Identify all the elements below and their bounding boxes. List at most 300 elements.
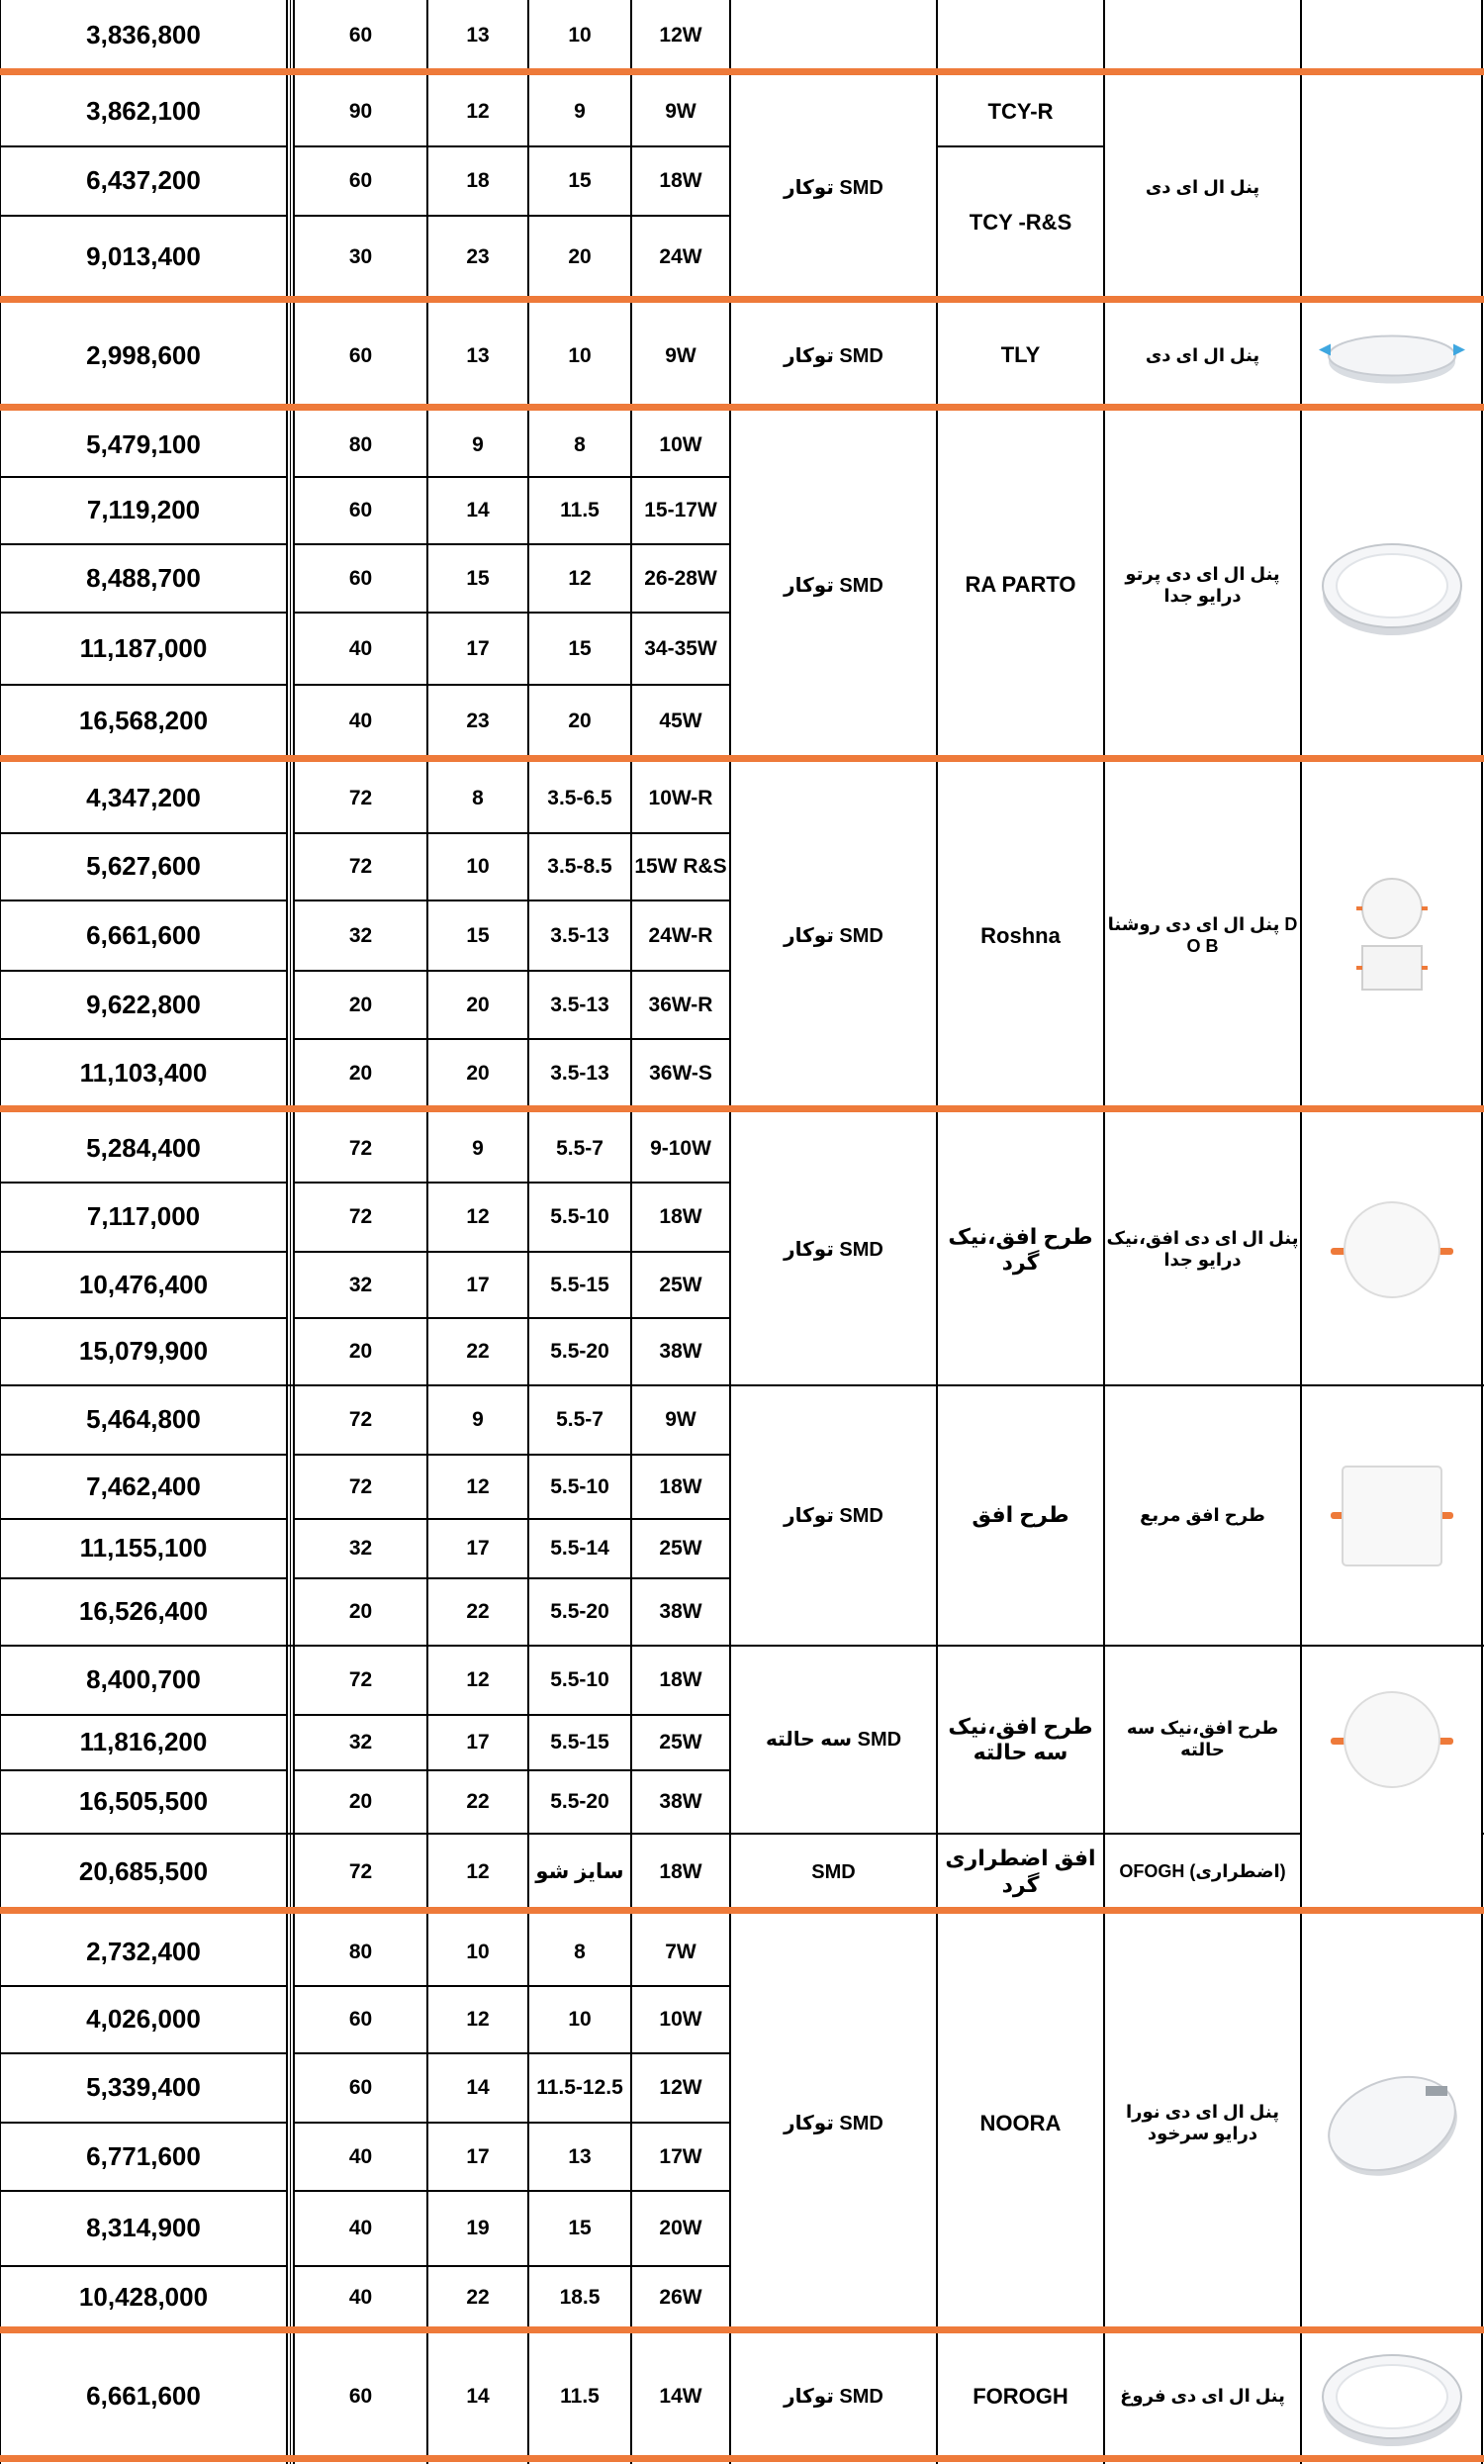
grid-line	[427, 145, 528, 147]
grid-line	[528, 1577, 631, 1579]
cut-size-cell: 12	[466, 1668, 490, 1692]
grid-line	[294, 832, 427, 834]
price-cell: 5,284,400	[86, 1132, 201, 1163]
price-cell: 6,661,600	[86, 919, 201, 950]
wattage-cell: 18W	[659, 1474, 702, 1498]
grid-line	[528, 2265, 631, 2267]
pack-qty-cell: 32	[348, 1273, 373, 1296]
pack-qty-cell: 60	[348, 343, 373, 367]
model-cell: TLY	[1000, 342, 1041, 368]
product-name-cell: پنل ال ای دی افق،نیک درایو جدا	[1106, 1228, 1299, 1270]
group-separator	[0, 1907, 1484, 1914]
grid-line	[528, 476, 631, 478]
price-cell: 5,464,800	[86, 1404, 201, 1435]
pack-qty-cell: 32	[348, 1731, 373, 1754]
grid-line	[427, 1769, 528, 1771]
pack-qty-cell: 72	[348, 1474, 373, 1498]
height-cell: 11.5	[560, 2385, 600, 2409]
pack-qty-cell: 40	[348, 2144, 373, 2168]
pack-qty-cell: 80	[348, 1940, 373, 1963]
price-cell: 16,568,200	[78, 706, 209, 736]
cut-size-cell: 14	[466, 2076, 490, 2100]
price-cell: 3,862,100	[86, 96, 201, 127]
cut-size-cell: 17	[466, 636, 490, 660]
grid-line	[427, 1985, 528, 1987]
price-cell: 16,526,400	[78, 1596, 209, 1627]
grid-line	[294, 1769, 427, 1771]
grid-line	[294, 1577, 427, 1579]
group-separator	[0, 404, 1484, 411]
grid-line	[294, 2052, 427, 2054]
grid-line	[427, 1714, 528, 1716]
cut-size-cell: 17	[466, 1731, 490, 1754]
product-name-cell: پنل ال ای دی فروغ	[1120, 2386, 1285, 2407]
grid-line	[631, 684, 730, 686]
height-cell: 15	[568, 169, 592, 193]
model-cell: Roshna	[980, 922, 1061, 948]
grid-line	[426, 0, 428, 2464]
cut-size-cell: 13	[466, 343, 490, 367]
product-image	[1313, 2049, 1471, 2198]
grid-line	[294, 970, 427, 972]
height-cell: 11.5-12.5	[536, 2076, 623, 2100]
grid-line	[0, 1454, 287, 1456]
product-name-cell: پنل ال ای دی نورا درایو سرخود	[1126, 2102, 1279, 2143]
height-cell: 5.5-7	[556, 1136, 603, 1160]
pack-qty-cell: 72	[348, 1668, 373, 1692]
grid-line	[294, 145, 427, 147]
product-image	[1313, 2340, 1471, 2453]
grid-line	[0, 145, 287, 147]
grid-line	[427, 1454, 528, 1456]
grid-line	[528, 2052, 631, 2054]
product-name-cell: طرح افق،نیک سه حالته	[1126, 1718, 1279, 1759]
group-separator	[0, 68, 1484, 75]
pack-qty-cell: 32	[348, 1537, 373, 1561]
grid-line	[631, 1714, 730, 1716]
height-cell: 5.5-7	[556, 1408, 603, 1432]
grid-line	[0, 684, 287, 686]
mount-type-cell: توکار SMD	[784, 925, 883, 947]
product-name-cell: طرح افق مربع	[1140, 1504, 1265, 1525]
price-cell: 7,117,000	[86, 1201, 201, 1232]
height-cell: 5.5-15	[550, 1273, 609, 1296]
price-cell: 16,505,500	[78, 1786, 209, 1817]
cut-size-cell: 8	[472, 787, 484, 810]
grid-line	[528, 1317, 631, 1319]
price-cell: 10,428,000	[78, 2282, 209, 2313]
cut-size-cell: 12	[466, 1474, 490, 1498]
grid-line	[294, 543, 427, 545]
grid-line	[0, 1182, 287, 1184]
wattage-cell: 38W	[659, 1340, 702, 1364]
wattage-cell: 36W-S	[649, 1062, 712, 1086]
price-cell: 9,622,800	[86, 989, 201, 1019]
price-cell: 7,462,400	[86, 1470, 201, 1501]
grid-line	[0, 1251, 287, 1253]
grid-line	[0, 1317, 287, 1319]
grid-line	[631, 543, 730, 545]
grid-line	[631, 900, 730, 901]
product-image	[1313, 1665, 1471, 1814]
grid-line	[631, 1182, 730, 1184]
grid-line	[631, 612, 730, 614]
wattage-cell: 34-35W	[644, 636, 717, 660]
product-image	[1313, 1176, 1471, 1324]
grid-line	[528, 1182, 631, 1184]
wattage-cell: 17W	[659, 2144, 702, 2168]
grid-line	[528, 1518, 631, 1520]
grid-line	[631, 2122, 730, 2124]
mount-type-cell: توکار SMD	[784, 344, 883, 367]
model-cell: RA PARTO	[965, 572, 1076, 598]
price-cell: 6,771,600	[86, 2140, 201, 2171]
grid-line	[936, 0, 938, 2464]
grid-line	[528, 1714, 631, 1716]
height-cell: 3.5-13	[550, 923, 609, 947]
group-separator	[0, 2455, 1484, 2462]
grid-line	[631, 2190, 730, 2192]
model-cell: FOROGH	[973, 2383, 1068, 2409]
grid-line	[427, 684, 528, 686]
cut-size-cell: 13	[466, 24, 490, 47]
height-cell: 10	[568, 343, 592, 367]
height-cell: 3.5-6.5	[547, 787, 612, 810]
price-cell: 15,079,900	[78, 1336, 209, 1367]
wattage-cell: 25W	[659, 1731, 702, 1754]
grid-line	[293, 0, 295, 2464]
grid-line	[294, 1518, 427, 1520]
grid-line	[631, 2052, 730, 2054]
model-cell: TCY -R&S	[969, 209, 1072, 235]
grid-line	[427, 2052, 528, 2054]
grid-line	[427, 1317, 528, 1319]
model-cell: NOORA	[979, 2110, 1062, 2135]
grid-line	[294, 2265, 427, 2267]
price-cell: 3,836,800	[86, 20, 201, 50]
group-separator	[0, 296, 1484, 303]
grid-line	[294, 1454, 427, 1456]
grid-line	[631, 1038, 730, 1040]
grid-line	[427, 476, 528, 478]
grid-line	[294, 1317, 427, 1319]
cut-size-cell: 22	[466, 1790, 490, 1814]
grid-line	[294, 1985, 427, 1987]
grid-line	[427, 2190, 528, 2192]
wattage-cell: 18W	[659, 1205, 702, 1229]
group-separator	[0, 1105, 1484, 1112]
cut-size-cell: 15	[466, 923, 490, 947]
cut-size-cell: 20	[466, 993, 490, 1016]
wattage-cell: 25W	[659, 1273, 702, 1296]
grid-line	[427, 1251, 528, 1253]
cut-size-cell: 23	[466, 710, 490, 733]
wattage-cell: 9W	[665, 100, 696, 124]
grid-line	[631, 476, 730, 478]
price-cell: 2,732,400	[86, 1936, 201, 1966]
grid-line	[630, 0, 632, 2464]
grid-line	[0, 1769, 287, 1771]
grid-line	[0, 832, 287, 834]
grid-line	[427, 543, 528, 545]
wattage-cell: 10W-R	[648, 787, 713, 810]
grid-line	[427, 2265, 528, 2267]
price-cell: 11,103,400	[79, 1058, 208, 1089]
price-cell: 10,476,400	[78, 1269, 209, 1299]
wattage-cell: 24W-R	[648, 923, 713, 947]
grid-line	[294, 612, 427, 614]
grid-line	[427, 1518, 528, 1520]
wattage-cell: 38W	[659, 1600, 702, 1624]
cut-size-cell: 9	[472, 1408, 484, 1432]
grid-line	[427, 900, 528, 901]
grid-line	[0, 612, 287, 614]
wattage-cell: 18W	[659, 1668, 702, 1692]
wattage-cell: 45W	[659, 710, 702, 733]
wattage-cell: 15-17W	[644, 499, 717, 522]
wattage-cell: 12W	[659, 24, 702, 47]
grid-line	[427, 2122, 528, 2124]
grid-line	[528, 1454, 631, 1456]
product-image	[1313, 512, 1471, 660]
grid-line	[427, 1038, 528, 1040]
wattage-cell: 18W	[659, 1859, 702, 1883]
grid-line	[427, 612, 528, 614]
height-cell: 8	[574, 432, 586, 456]
height-cell: 5.5-20	[550, 1600, 609, 1624]
wattage-cell: 9W	[665, 343, 696, 367]
grid-line	[294, 215, 427, 217]
price-cell: 4,026,000	[86, 2004, 201, 2035]
pack-qty-cell: 72	[348, 855, 373, 879]
grid-line	[528, 900, 631, 901]
grid-line	[0, 1577, 287, 1579]
price-cell: 11,816,200	[79, 1727, 208, 1757]
price-cell: 9,013,400	[86, 241, 201, 272]
pack-qty-cell: 20	[348, 1600, 373, 1624]
height-cell: 10	[568, 24, 592, 47]
cut-size-cell: 20	[466, 1062, 490, 1086]
product-name-cell: پنل ال ای دی پرتو درایو جدا	[1125, 563, 1280, 606]
height-cell: 12	[568, 566, 592, 590]
grid-line	[294, 476, 427, 478]
price-cell: 7,119,200	[86, 495, 201, 525]
height-cell: 13	[568, 2144, 592, 2168]
pack-qty-cell: 72	[348, 1859, 373, 1883]
height-cell: 3.5-8.5	[547, 855, 612, 879]
grid-line	[528, 684, 631, 686]
pack-qty-cell: 30	[348, 245, 373, 269]
pack-qty-cell: 32	[348, 923, 373, 947]
price-cell: 5,479,100	[86, 428, 201, 459]
cut-size-cell: 22	[466, 1600, 490, 1624]
cut-size-cell: 12	[466, 2008, 490, 2032]
model-cell: طرح افق،نیک گرد	[948, 1223, 1093, 1275]
mount-type-cell: توکار SMD	[784, 1239, 883, 1261]
cut-size-cell: 12	[466, 1859, 490, 1883]
price-cell: 20,685,500	[78, 1855, 209, 1886]
grid-line	[528, 1985, 631, 1987]
grid-line	[0, 2190, 287, 2192]
pack-qty-cell: 40	[348, 636, 373, 660]
model-cell: طرح افق	[972, 1502, 1069, 1528]
grid-line	[528, 2190, 631, 2192]
price-cell: 6,437,200	[86, 165, 201, 196]
wattage-cell: 18W	[659, 169, 702, 193]
pack-qty-cell: 40	[348, 2286, 373, 2310]
cut-size-cell: 17	[466, 1273, 490, 1296]
grid-line	[528, 612, 631, 614]
cut-size-cell: 10	[466, 855, 490, 879]
product-name-cell: پنل ال ای دی روشنا D O B	[1107, 914, 1298, 956]
grid-line	[631, 1454, 730, 1456]
wattage-cell: 10W	[659, 432, 702, 456]
pack-qty-cell: 40	[348, 710, 373, 733]
pack-qty-cell: 60	[348, 169, 373, 193]
height-cell: 5.5-10	[550, 1474, 609, 1498]
wattage-cell: 38W	[659, 1790, 702, 1814]
grid-line	[631, 1251, 730, 1253]
mount-type-cell: توکار SMD	[784, 2113, 883, 2134]
price-cell: 8,314,900	[86, 2213, 201, 2243]
grid-line	[528, 1769, 631, 1771]
cut-size-cell: 18	[466, 169, 490, 193]
grid-line	[294, 1251, 427, 1253]
height-cell: 11.5	[560, 499, 600, 522]
grid-line	[1103, 0, 1105, 2464]
pack-qty-cell: 72	[348, 787, 373, 810]
wattage-cell: 14W	[659, 2385, 702, 2409]
pack-qty-cell: 80	[348, 432, 373, 456]
wattage-cell: 12W	[659, 2076, 702, 2100]
grid-line	[294, 1038, 427, 1040]
cut-size-cell: 17	[466, 1537, 490, 1561]
pack-qty-cell: 60	[348, 24, 373, 47]
grid-line	[294, 1714, 427, 1716]
wattage-cell: 20W	[659, 2217, 702, 2240]
grid-line	[527, 0, 529, 2464]
grid-line	[286, 0, 288, 2464]
grid-line	[528, 1038, 631, 1040]
price-cell: 4,347,200	[86, 783, 201, 813]
pack-qty-cell: 72	[348, 1205, 373, 1229]
grid-line	[0, 543, 287, 545]
grid-line	[631, 970, 730, 972]
price-cell: 5,339,400	[86, 2072, 201, 2103]
product-name-cell: OFOGH (اضطراری)	[1119, 1860, 1286, 1881]
pack-qty-cell: 60	[348, 499, 373, 522]
group-separator	[0, 2326, 1484, 2333]
model-cell: افق اضطراری گرد	[945, 1846, 1096, 1897]
mount-type-cell: توکار SMD	[784, 177, 883, 199]
cut-size-cell: 9	[472, 432, 484, 456]
grid-line	[937, 145, 1104, 147]
cut-size-cell: 19	[466, 2217, 490, 2240]
grid-line	[1481, 0, 1483, 2464]
grid-line	[0, 215, 287, 217]
price-cell: 11,155,100	[79, 1533, 208, 1564]
group-separator	[0, 755, 1484, 762]
grid-line	[294, 1182, 427, 1184]
height-cell: 10	[568, 2008, 592, 2032]
price-cell: 8,488,700	[86, 562, 201, 593]
height-cell: 5.5-15	[550, 1731, 609, 1754]
cut-size-cell: 22	[466, 1340, 490, 1364]
pack-qty-cell: 20	[348, 1790, 373, 1814]
wattage-cell: 26-28W	[644, 566, 717, 590]
pack-qty-cell: 60	[348, 566, 373, 590]
model-cell: TCY-R	[987, 98, 1054, 124]
price-cell: 8,400,700	[86, 1664, 201, 1695]
height-cell: 20	[568, 245, 592, 269]
height-cell: 5.5-20	[550, 1790, 609, 1814]
wattage-cell: 10W	[659, 2008, 702, 2032]
grid-line	[290, 0, 291, 2464]
grid-line	[528, 1251, 631, 1253]
cut-size-cell: 9	[472, 1136, 484, 1160]
grid-line	[0, 900, 287, 901]
price-cell: 6,661,600	[86, 2381, 201, 2412]
cut-size-cell: 17	[466, 2144, 490, 2168]
cut-size-cell: 12	[466, 1205, 490, 1229]
grid-line	[1300, 0, 1302, 2464]
grid-line	[528, 2122, 631, 2124]
mount-type-cell: توکار SMD	[784, 2386, 883, 2408]
product-name-cell: پنل ال ای دی	[1145, 177, 1260, 198]
height-cell: 15	[568, 636, 592, 660]
grid-line	[528, 145, 631, 147]
grid-line	[631, 1317, 730, 1319]
height-cell: 9	[574, 100, 586, 124]
pack-qty-cell: 20	[348, 993, 373, 1016]
product-image	[1313, 862, 1471, 1010]
pack-qty-cell: 72	[348, 1136, 373, 1160]
height-cell: 5.5-14	[550, 1537, 609, 1561]
grid-line	[427, 1577, 528, 1579]
grid-line	[631, 1577, 730, 1579]
grid-line	[0, 1714, 287, 1716]
price-cell: 2,998,600	[86, 339, 201, 370]
mount-type-cell: سه حالته SMD	[765, 1729, 902, 1751]
wattage-cell: 15W R&S	[634, 855, 727, 879]
wattage-cell: 24W	[659, 245, 702, 269]
cut-size-cell: 10	[466, 1940, 490, 1963]
grid-line	[0, 1985, 287, 1987]
pack-qty-cell: 20	[348, 1062, 373, 1086]
grid-line	[631, 1985, 730, 1987]
grid-line	[294, 684, 427, 686]
wattage-cell: 9-10W	[650, 1136, 711, 1160]
product-image	[1313, 310, 1471, 402]
grid-line	[631, 215, 730, 217]
pack-qty-cell: 60	[348, 2008, 373, 2032]
pack-qty-cell: 90	[348, 100, 373, 124]
height-cell: 18.5	[559, 2286, 601, 2310]
grid-line	[0, 1038, 287, 1040]
grid-line	[0, 2122, 287, 2124]
pack-qty-cell: 40	[348, 2217, 373, 2240]
cut-size-cell: 14	[466, 499, 490, 522]
mount-type-cell: توکار SMD	[784, 574, 883, 597]
merge-cover	[1302, 1832, 1481, 1836]
model-cell: طرح افق،نیک سه حالته	[948, 1713, 1093, 1764]
grid-line	[631, 2265, 730, 2267]
grid-line	[0, 0, 1, 2464]
pack-qty-cell: 72	[348, 1408, 373, 1432]
grid-line	[0, 970, 287, 972]
height-cell: 5.5-10	[550, 1205, 609, 1229]
grid-line	[631, 832, 730, 834]
